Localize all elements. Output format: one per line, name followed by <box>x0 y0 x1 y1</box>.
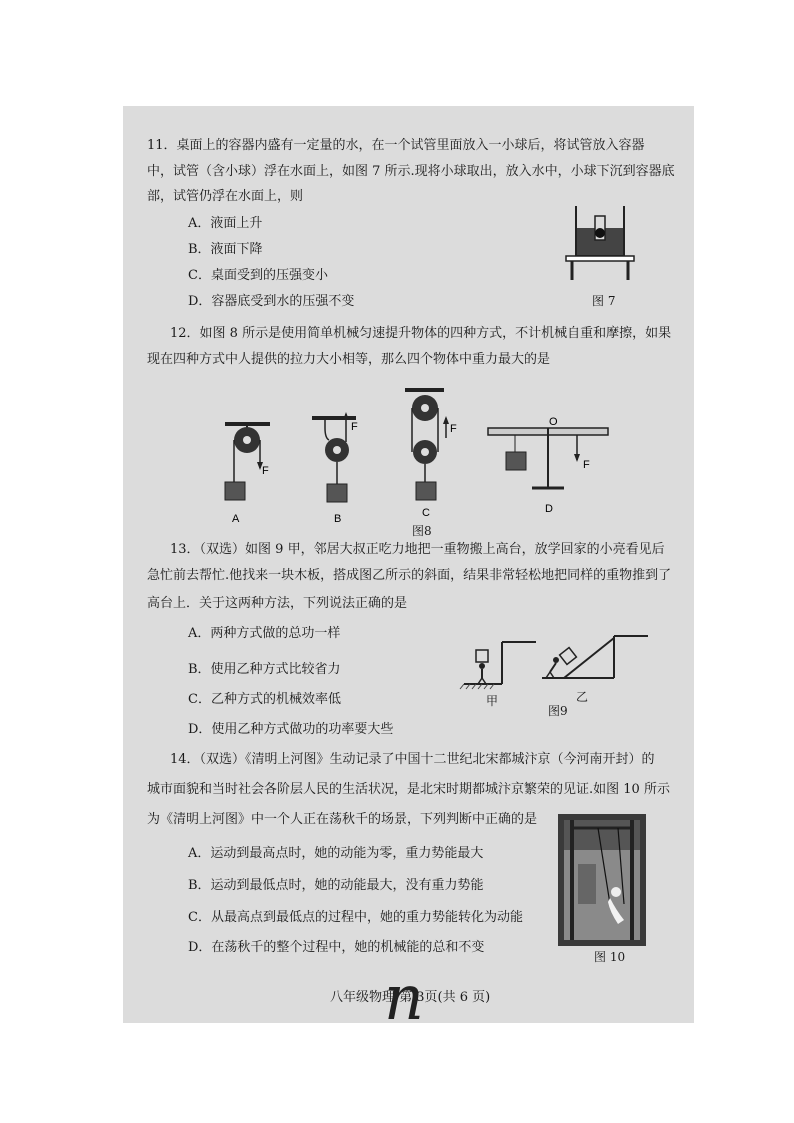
figure-9-jia <box>460 642 536 689</box>
figure-9-yi <box>542 636 648 678</box>
q11-line-2: 中，试管（含小球）浮在水面上，如图 7 所示.现将小球取出，放入水中，小球下沉到容器底 <box>147 164 675 179</box>
figure-10-caption: 图 10 <box>594 950 626 964</box>
option-label-b: B <box>334 513 342 525</box>
q11-line-3: 部，试管仍浮在水面上，则 <box>147 189 304 204</box>
pulley-b-force-label: F <box>351 421 358 433</box>
figure-9-lifting-vs-incline <box>464 634 650 692</box>
pulley-a-force-label: F <box>262 465 269 477</box>
lever-pivot-label: O <box>549 416 558 428</box>
q13-option-c: C．乙种方式的机械效率低 <box>188 692 341 707</box>
option-label-d: D <box>545 503 553 515</box>
figure-9-label-yi: 乙 <box>576 690 589 704</box>
q13-line-2: 急忙前去帮忙.他找来一块木板，搭成图乙所示的斜面，结果非常轻松地把同样的重物推到了 <box>147 568 672 583</box>
page-footer: 八年级物理 第 3页(共 6 页) <box>330 990 491 1005</box>
q14-line-1: 14．（双选）《清明上河图》生动记录了中国十二世纪北宋都城汴京（今河南开封）的 <box>170 752 655 767</box>
pulley-b-movable <box>312 412 356 502</box>
figure-10-swing-painting <box>558 814 646 946</box>
q14-option-a: A．运动到最高点时，她的动能为零，重力势能最大 <box>188 846 484 861</box>
q11-option-c: C．桌面受到的压强变小 <box>188 268 328 283</box>
option-label-a: A <box>232 513 240 525</box>
q11-option-b: B．液面下降 <box>188 242 263 257</box>
option-label-c: C <box>422 507 430 519</box>
figure-8-caption: 图8 <box>412 524 432 538</box>
q11-option-a: A．液面上升 <box>188 216 263 231</box>
figure-8-pulley-diagrams <box>220 388 620 528</box>
q14-line-2: 城市面貌和当时社会各阶层人民的生活状况，是北宋时期都城汴京繁荣的见证.如图 10 所示 <box>147 782 670 797</box>
q12-line-2: 现在四种方式中人提供的拉力大小相等，那么四个物体中重力最大的是 <box>147 352 551 367</box>
figure-9-caption: 图9 <box>548 704 568 718</box>
q12-line-1: 12．如图 8 所示是使用简单机械匀速提升物体的四种方式，不计机械自重和摩擦，如果 <box>170 326 672 341</box>
lever-force-label: F <box>583 459 590 471</box>
pulley-c-force-label: F <box>450 423 457 435</box>
figure-7-container-diagram <box>560 198 640 284</box>
q13-option-b: B．使用乙种方式比较省力 <box>188 662 341 677</box>
figure-9-label-jia: 甲 <box>486 694 499 708</box>
pulley-a-fixed <box>225 424 270 500</box>
lever-d <box>488 428 608 488</box>
q13-line-3: 高台上．关于这两种方法，下列说法正确的是 <box>147 596 408 611</box>
q14-option-b: B．运动到最低点时，她的动能最大，没有重力势能 <box>188 878 484 893</box>
q14-line-3: 为《清明上河图》中一个人正在荡秋千的场景，下列判断中正确的是 <box>147 812 538 827</box>
q14-option-c: C．从最高点到最低点的过程中，她的重力势能转化为动能 <box>188 910 523 925</box>
handwritten-mark: n <box>384 961 424 1034</box>
q14-option-d: D．在荡秋千的整个过程中，她的机械能的总和不变 <box>188 940 485 955</box>
figure-7-caption: 图 7 <box>592 294 616 308</box>
q13-option-a: A．两种方式做的总功一样 <box>188 626 341 641</box>
q13-option-d: D．使用乙种方式做功的功率要大些 <box>188 722 394 737</box>
pulley-c-block <box>405 390 449 500</box>
q13-line-1: 13．（双选）如图 9 甲，邻居大叔正吃力地把一重物搬上高台，放学回家的小亮看见后 <box>170 542 665 557</box>
q11-option-d: D．容器底受到水的压强不变 <box>188 294 355 309</box>
q11-line-1: 11．桌面上的容器内盛有一定量的水，在一个试管里面放入一小球后，将试管放入容器 <box>147 138 645 153</box>
